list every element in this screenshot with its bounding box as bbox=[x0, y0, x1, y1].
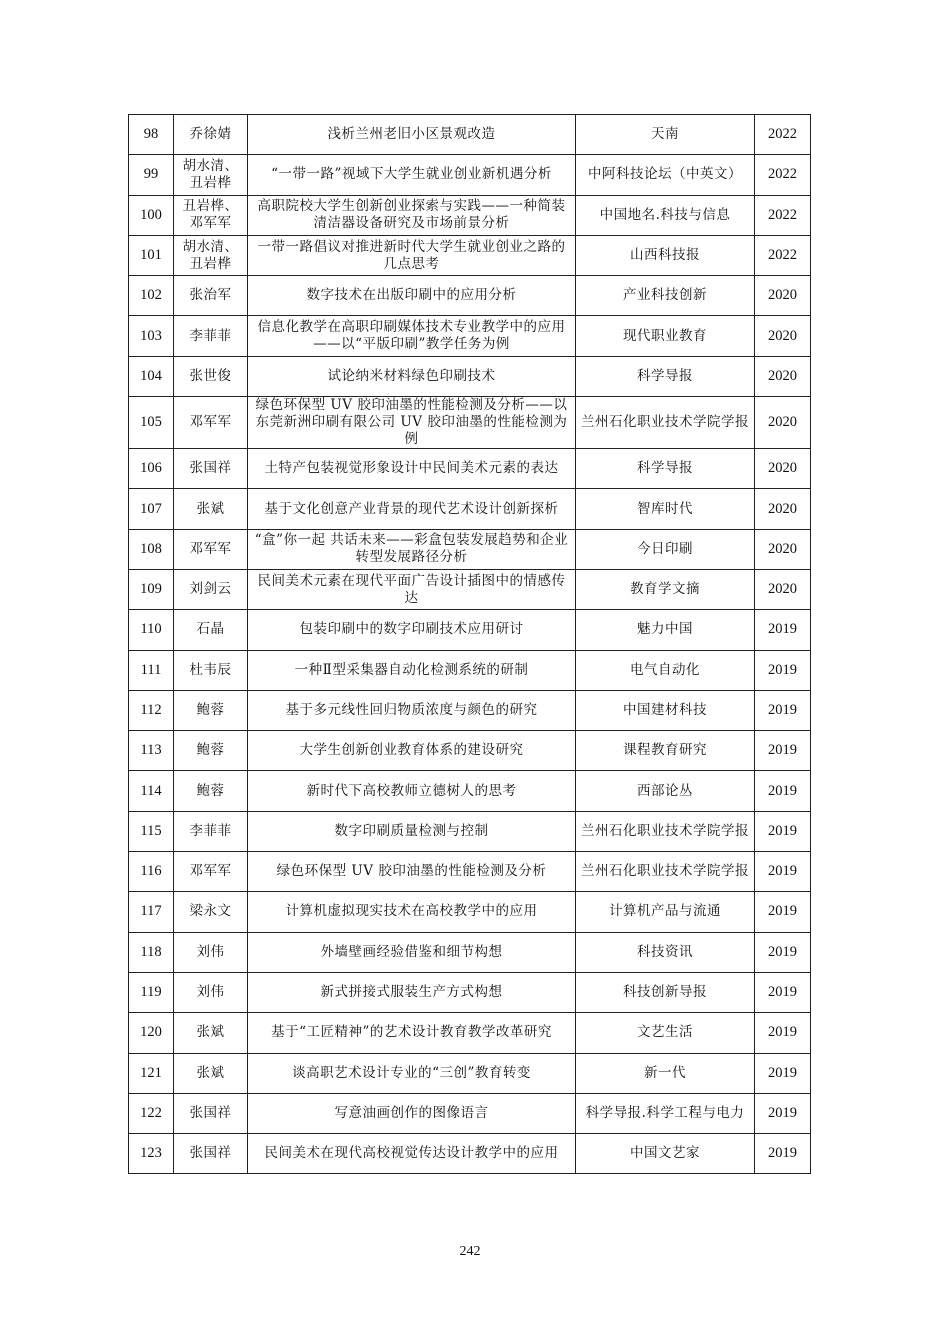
author-cell: 胡水清、丑岩桦 bbox=[174, 155, 248, 195]
author-cell: 刘伟 bbox=[174, 932, 248, 972]
table-row bbox=[129, 449, 811, 489]
paper-title-cell: 绿色环保型 UV 胶印油墨的性能检测及分析 bbox=[248, 852, 576, 892]
row-number: 116 bbox=[129, 852, 174, 892]
row-number: 118 bbox=[129, 932, 174, 972]
author-cell: 鲍蓉 bbox=[174, 731, 248, 771]
paper-title-cell: 写意油画创作的图像语言 bbox=[248, 1093, 576, 1133]
author-cell: 邓军军 bbox=[174, 529, 248, 569]
year-cell: 2020 bbox=[755, 397, 811, 449]
journal-cell: 科学导报 bbox=[576, 449, 755, 489]
journal-cell: 科学导报.科学工程与电力 bbox=[576, 1093, 755, 1133]
table-row bbox=[129, 731, 811, 771]
author-cell: 杜韦辰 bbox=[174, 650, 248, 690]
row-number: 100 bbox=[129, 195, 174, 235]
row-number: 120 bbox=[129, 1013, 174, 1053]
paper-title-cell: 外墙壁画经验借鉴和细节构想 bbox=[248, 932, 576, 972]
author-cell: 张斌 bbox=[174, 489, 248, 529]
journal-cell: 文艺生活 bbox=[576, 1013, 755, 1053]
author-cell: 邓军军 bbox=[174, 397, 248, 449]
author-cell: 鲍蓉 bbox=[174, 690, 248, 730]
year-cell: 2020 bbox=[755, 356, 811, 396]
table-row bbox=[129, 1013, 811, 1053]
paper-title-cell: 试论纳米材料绿色印刷技术 bbox=[248, 356, 576, 396]
row-number: 102 bbox=[129, 276, 174, 316]
author-cell: 张国祥 bbox=[174, 449, 248, 489]
year-cell: 2019 bbox=[755, 892, 811, 932]
author-cell: 李菲菲 bbox=[174, 811, 248, 851]
journal-cell: 科技创新导报 bbox=[576, 972, 755, 1012]
row-number: 117 bbox=[129, 892, 174, 932]
paper-title-cell: 高职院校大学生创新创业探索与实践——一种简装清洁器设备研究及市场前景分析 bbox=[248, 195, 576, 235]
table-row bbox=[129, 489, 811, 529]
year-cell: 2019 bbox=[755, 852, 811, 892]
paper-title-cell: 浅析兰州老旧小区景观改造 bbox=[248, 115, 576, 155]
year-cell: 2019 bbox=[755, 1134, 811, 1174]
paper-title-cell: 谈高职艺术设计专业的“三创”教育转变 bbox=[248, 1053, 576, 1093]
paper-title-cell: “盒”你一起 共话未来——彩盒包装发展趋势和企业转型发展路径分析 bbox=[248, 529, 576, 569]
year-cell: 2019 bbox=[755, 650, 811, 690]
row-number: 111 bbox=[129, 650, 174, 690]
journal-cell: 中国地名.科技与信息 bbox=[576, 195, 755, 235]
journal-cell: 天南 bbox=[576, 115, 755, 155]
year-cell: 2019 bbox=[755, 1013, 811, 1053]
paper-title-cell: 大学生创新创业教育体系的建设研究 bbox=[248, 731, 576, 771]
table-row bbox=[129, 155, 811, 195]
table-row bbox=[129, 690, 811, 730]
row-number: 99 bbox=[129, 155, 174, 195]
table-row bbox=[129, 316, 811, 356]
table-row bbox=[129, 892, 811, 932]
journal-cell: 西部论丛 bbox=[576, 771, 755, 811]
paper-title-cell: 绿色环保型 UV 胶印油墨的性能检测及分析——以东莞新洲印刷有限公司 UV 胶印油墨的性能检测为例 bbox=[248, 397, 576, 449]
table-row bbox=[129, 852, 811, 892]
row-number: 121 bbox=[129, 1053, 174, 1093]
paper-title-cell: 基于多元线性回归物质浓度与颜色的研究 bbox=[248, 690, 576, 730]
author-cell: 张国祥 bbox=[174, 1134, 248, 1174]
author-cell: 丑岩桦、邓军军 bbox=[174, 195, 248, 235]
journal-cell: 中国文艺家 bbox=[576, 1134, 755, 1174]
year-cell: 2020 bbox=[755, 529, 811, 569]
paper-title-cell: 一种Ⅱ型采集器自动化检测系统的研制 bbox=[248, 650, 576, 690]
table-row bbox=[129, 235, 811, 275]
row-number: 122 bbox=[129, 1093, 174, 1133]
journal-cell: 教育学文摘 bbox=[576, 569, 755, 609]
table-row bbox=[129, 932, 811, 972]
author-cell: 石晶 bbox=[174, 610, 248, 650]
paper-title-cell: 计算机虚拟现实技术在高校教学中的应用 bbox=[248, 892, 576, 932]
author-cell: 刘伟 bbox=[174, 972, 248, 1012]
row-number: 104 bbox=[129, 356, 174, 396]
table-row bbox=[129, 1134, 811, 1174]
publication-table bbox=[128, 114, 811, 1174]
paper-title-cell: “一带一路”视域下大学生就业创业新机遇分析 bbox=[248, 155, 576, 195]
paper-title-cell: 包装印刷中的数字印刷技术应用研讨 bbox=[248, 610, 576, 650]
journal-cell: 兰州石化职业技术学院学报 bbox=[576, 397, 755, 449]
year-cell: 2019 bbox=[755, 610, 811, 650]
year-cell: 2019 bbox=[755, 771, 811, 811]
row-number: 114 bbox=[129, 771, 174, 811]
row-number: 113 bbox=[129, 731, 174, 771]
table-row bbox=[129, 650, 811, 690]
journal-cell: 中阿科技论坛（中英文） bbox=[576, 155, 755, 195]
row-number: 105 bbox=[129, 397, 174, 449]
year-cell: 2019 bbox=[755, 972, 811, 1012]
author-cell: 胡水清、丑岩桦 bbox=[174, 235, 248, 275]
journal-cell: 今日印刷 bbox=[576, 529, 755, 569]
year-cell: 2022 bbox=[755, 195, 811, 235]
author-cell: 刘剑云 bbox=[174, 569, 248, 609]
year-cell: 2020 bbox=[755, 449, 811, 489]
journal-cell: 中国建材科技 bbox=[576, 690, 755, 730]
table-row bbox=[129, 356, 811, 396]
paper-title-cell: 一带一路倡议对推进新时代大学生就业创业之路的几点思考 bbox=[248, 235, 576, 275]
paper-title-cell: 土特产包装视觉形象设计中民间美术元素的表达 bbox=[248, 449, 576, 489]
author-cell: 鲍蓉 bbox=[174, 771, 248, 811]
paper-title-cell: 基于文化创意产业背景的现代艺术设计创新探析 bbox=[248, 489, 576, 529]
page-number: 242 bbox=[459, 1244, 481, 1259]
row-number: 109 bbox=[129, 569, 174, 609]
year-cell: 2020 bbox=[755, 569, 811, 609]
paper-title-cell: 基于“工匠精神”的艺术设计教育教学改革研究 bbox=[248, 1013, 576, 1053]
paper-title-cell: 民间美术元素在现代平面广告设计插图中的情感传达 bbox=[248, 569, 576, 609]
table-row bbox=[129, 972, 811, 1012]
year-cell: 2019 bbox=[755, 932, 811, 972]
journal-cell: 电气自动化 bbox=[576, 650, 755, 690]
table-row bbox=[129, 195, 811, 235]
row-number: 112 bbox=[129, 690, 174, 730]
row-number: 123 bbox=[129, 1134, 174, 1174]
year-cell: 2020 bbox=[755, 489, 811, 529]
journal-cell: 兰州石化职业技术学院学报 bbox=[576, 811, 755, 851]
journal-cell: 智库时代 bbox=[576, 489, 755, 529]
author-cell: 张斌 bbox=[174, 1053, 248, 1093]
publication-table-body bbox=[129, 115, 811, 1174]
year-cell: 2022 bbox=[755, 155, 811, 195]
author-cell: 张治军 bbox=[174, 276, 248, 316]
table-row bbox=[129, 115, 811, 155]
table-row bbox=[129, 1053, 811, 1093]
author-cell: 李菲菲 bbox=[174, 316, 248, 356]
year-cell: 2019 bbox=[755, 1053, 811, 1093]
table-row bbox=[129, 771, 811, 811]
author-cell: 张国祥 bbox=[174, 1093, 248, 1133]
author-cell: 邓军军 bbox=[174, 852, 248, 892]
paper-title-cell: 数字技术在出版印刷中的应用分析 bbox=[248, 276, 576, 316]
journal-cell: 产业科技创新 bbox=[576, 276, 755, 316]
year-cell: 2019 bbox=[755, 731, 811, 771]
table-row bbox=[129, 529, 811, 569]
paper-title-cell: 新时代下高校教师立德树人的思考 bbox=[248, 771, 576, 811]
year-cell: 2022 bbox=[755, 115, 811, 155]
journal-cell: 科学导报 bbox=[576, 356, 755, 396]
journal-cell: 科技资讯 bbox=[576, 932, 755, 972]
paper-title-cell: 信息化教学在高职印刷媒体技术专业教学中的应用——以“平版印刷”教学任务为例 bbox=[248, 316, 576, 356]
year-cell: 2022 bbox=[755, 235, 811, 275]
year-cell: 2019 bbox=[755, 1093, 811, 1133]
table-row bbox=[129, 1093, 811, 1133]
journal-cell: 现代职业教育 bbox=[576, 316, 755, 356]
journal-cell: 新一代 bbox=[576, 1053, 755, 1093]
journal-cell: 兰州石化职业技术学院学报 bbox=[576, 852, 755, 892]
table-row bbox=[129, 397, 811, 449]
journal-cell: 计算机产品与流通 bbox=[576, 892, 755, 932]
journal-cell: 课程教育研究 bbox=[576, 731, 755, 771]
author-cell: 乔徐婧 bbox=[174, 115, 248, 155]
table-row bbox=[129, 811, 811, 851]
paper-title-cell: 民间美术在现代高校视觉传达设计教学中的应用 bbox=[248, 1134, 576, 1174]
row-number: 108 bbox=[129, 529, 174, 569]
row-number: 107 bbox=[129, 489, 174, 529]
paper-title-cell: 新式拼接式服装生产方式构想 bbox=[248, 972, 576, 1012]
row-number: 115 bbox=[129, 811, 174, 851]
author-cell: 梁永文 bbox=[174, 892, 248, 932]
row-number: 103 bbox=[129, 316, 174, 356]
year-cell: 2020 bbox=[755, 316, 811, 356]
row-number: 106 bbox=[129, 449, 174, 489]
year-cell: 2019 bbox=[755, 690, 811, 730]
year-cell: 2019 bbox=[755, 811, 811, 851]
journal-cell: 山西科技报 bbox=[576, 235, 755, 275]
paper-title-cell: 数字印刷质量检测与控制 bbox=[248, 811, 576, 851]
row-number: 98 bbox=[129, 115, 174, 155]
row-number: 101 bbox=[129, 235, 174, 275]
row-number: 119 bbox=[129, 972, 174, 1012]
journal-cell: 魅力中国 bbox=[576, 610, 755, 650]
table-row bbox=[129, 610, 811, 650]
author-cell: 张斌 bbox=[174, 1013, 248, 1053]
table-row bbox=[129, 276, 811, 316]
row-number: 110 bbox=[129, 610, 174, 650]
table-row bbox=[129, 569, 811, 609]
year-cell: 2020 bbox=[755, 276, 811, 316]
author-cell: 张世俊 bbox=[174, 356, 248, 396]
